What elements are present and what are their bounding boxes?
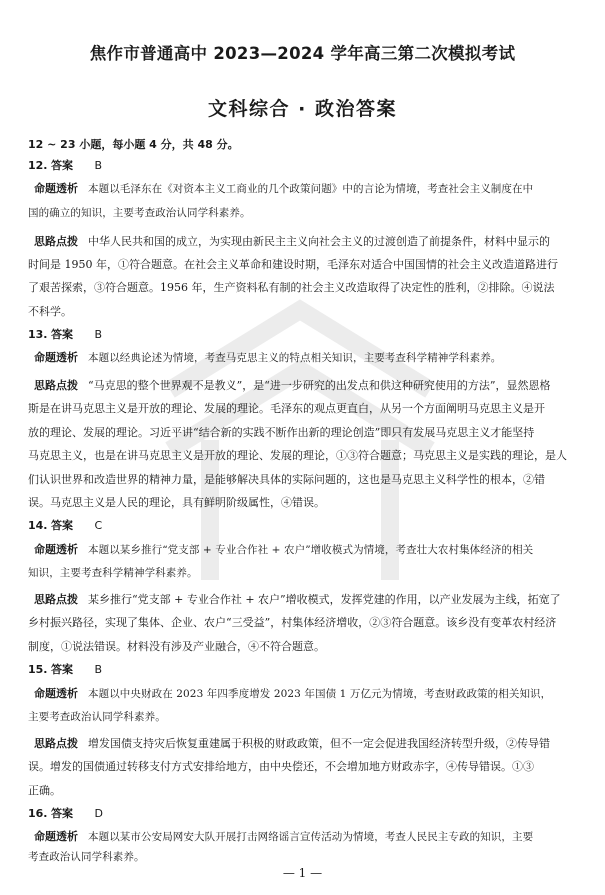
hint-line: 思路点拨 某乡推行“党支部 + 专业合作社 + 农户”增收模式，发挥党建的作用，以产业发展为主线，拓宽了: [34, 593, 561, 606]
analysis-line: 国的确立的知识，主要考查政治认同学科素养。: [28, 207, 251, 219]
hint-label: 思路点拨: [34, 737, 78, 750]
analysis-line: 主要考查政治认同学科素养。: [28, 711, 166, 723]
question-number: 14.: [28, 519, 48, 532]
analysis-line: 命题透析 本题以某市公安局网安大队开展打击网络谣言宣传活动为情境，考查人民民主专政的知识，主要: [34, 830, 534, 843]
hint-line: 误。马克思主义是人民的理论，具有鲜明阶级属性，④错误。: [28, 496, 325, 509]
analysis-label: 命题透析: [34, 687, 78, 700]
answer-value: B: [94, 328, 103, 341]
analysis-line: 考查政治认同学科素养。: [28, 851, 145, 863]
analysis-line: 命题透析 本题以某乡推行“党支部 + 专业合作社 + 农户”增收模式为情境，考查壮大农村集体经济的相关: [34, 543, 534, 556]
answer-label: 答案: [51, 519, 73, 532]
hint-line: 时间是 1950 年，①符合题意。在社会主义革命和建设时期，毛泽东对适合中国国情的社会主义改造道路进行: [28, 258, 558, 271]
analysis-label: 命题透析: [34, 543, 78, 556]
analysis-label: 命题透析: [34, 351, 78, 364]
page-number: — 1 —: [282, 866, 323, 880]
answer-label: 答案: [51, 159, 73, 172]
hint-line: 乡村振兴路径，实现了集体、企业、农户“三受益”，村集体经济增收，②③符合题意。该乡没有变革农村经济: [28, 616, 557, 629]
analysis-label: 命题透析: [34, 830, 78, 843]
analysis-line: 命题透析 本题以经典论述为情境，考查马克思主义的特点相关知识，主要考查科学精神学科素养。: [34, 351, 502, 364]
question-number: 13.: [28, 328, 48, 341]
hint-line: 思路点拨 “马克思的整个世界观不是教义”，是“进一步研究的出发点和供这种研究使用的方法”，显然恩格: [34, 379, 551, 392]
answer-value: B: [94, 663, 103, 676]
answer-value: D: [94, 807, 103, 820]
hint-line: 误。增发的国债通过转移支付方式安排给地方，由中央偿还，不会增加地方财政赤字，④传导错误。①③: [28, 760, 534, 773]
answer-label: 答案: [51, 328, 73, 341]
document-subtitle: 文科综合 · 政治答案: [208, 98, 397, 120]
answer-line-15: [28, 662, 590, 677]
answer-label: 答案: [51, 807, 73, 820]
analysis-label: 命题透析: [34, 182, 78, 195]
analysis-line: 知识，主要考查科学精神学科素养。: [28, 567, 198, 579]
hint-line: 思路点拨 中华人民共和国的成立，为实现由新民主主义向社会主义的过渡创造了前提条件，材料中显示的: [34, 235, 550, 248]
answer-line-13: [28, 327, 590, 342]
hint-label: 思路点拨: [34, 235, 78, 248]
question-number: 12.: [28, 159, 48, 172]
analysis-line: 命题透析 本题以中央财政在 2023 年四季度增发 2023 年国债 1 万亿元为情境，考查财政政策的相关知识，: [34, 687, 552, 700]
answer-line-14: [28, 518, 590, 533]
answer-value: B: [94, 159, 103, 172]
hint-line: 思路点拨 增发国债支持灾后恢复重建属于积极的财政政策，但不一定会促进我国经济转型升级，②传导错: [34, 737, 550, 750]
hint-line: 了艰苦探索，③符合题意。1956 年，生产资料私有制的社会主义改造取得了决定性的胜利，②排除。④说法: [28, 281, 555, 294]
document-title: 焦作市普通高中 2023—2024 学年高三第二次模拟考试: [89, 44, 516, 63]
answer-line-12: [28, 158, 590, 173]
analysis-line: 命题透析 本题以毛泽东在《对资本主义工商业的几个政策问题》中的言论为情境，考查社会主义制度在中: [34, 182, 534, 195]
hint-line: 制度，①说法错误。材料没有涉及产业融合，④不符合题意。: [28, 640, 325, 653]
hint-line: 不科学。: [28, 305, 72, 318]
hint-line: 正确。: [28, 784, 61, 797]
answer-line-16: [28, 806, 590, 821]
hint-line: 斯是在讲马克思主义是开放的理论、发展的理论。毛泽东的观点更直白，从另一个方面阐明马克思主义是开: [28, 402, 545, 415]
section-intro: 12 ~ 23 小题，每小题 4 分，共 48 分。: [28, 138, 239, 151]
question-number: 15.: [28, 663, 48, 676]
hint-line: 们认识世界和改造世界的精神力量，是能够解决具体的实际问题的，这也是马克思主义科学性的根本，②错: [28, 473, 545, 486]
answer-label: 答案: [51, 663, 73, 676]
answer-value: C: [94, 519, 103, 532]
hint-line: 放的理论、发展的理论。习近平讲“结合新的实践不断作出新的理论创造”即只有发展马克思主义才能坚持: [28, 426, 535, 439]
hint-label: 思路点拨: [34, 379, 78, 392]
hint-line: 马克思主义，也是在讲马克思主义是开放的理论、发展的理论，①③符合题意；马克思主义是实践的理论，是人: [28, 449, 567, 462]
hint-label: 思路点拨: [34, 593, 78, 606]
question-number: 16.: [28, 807, 48, 820]
